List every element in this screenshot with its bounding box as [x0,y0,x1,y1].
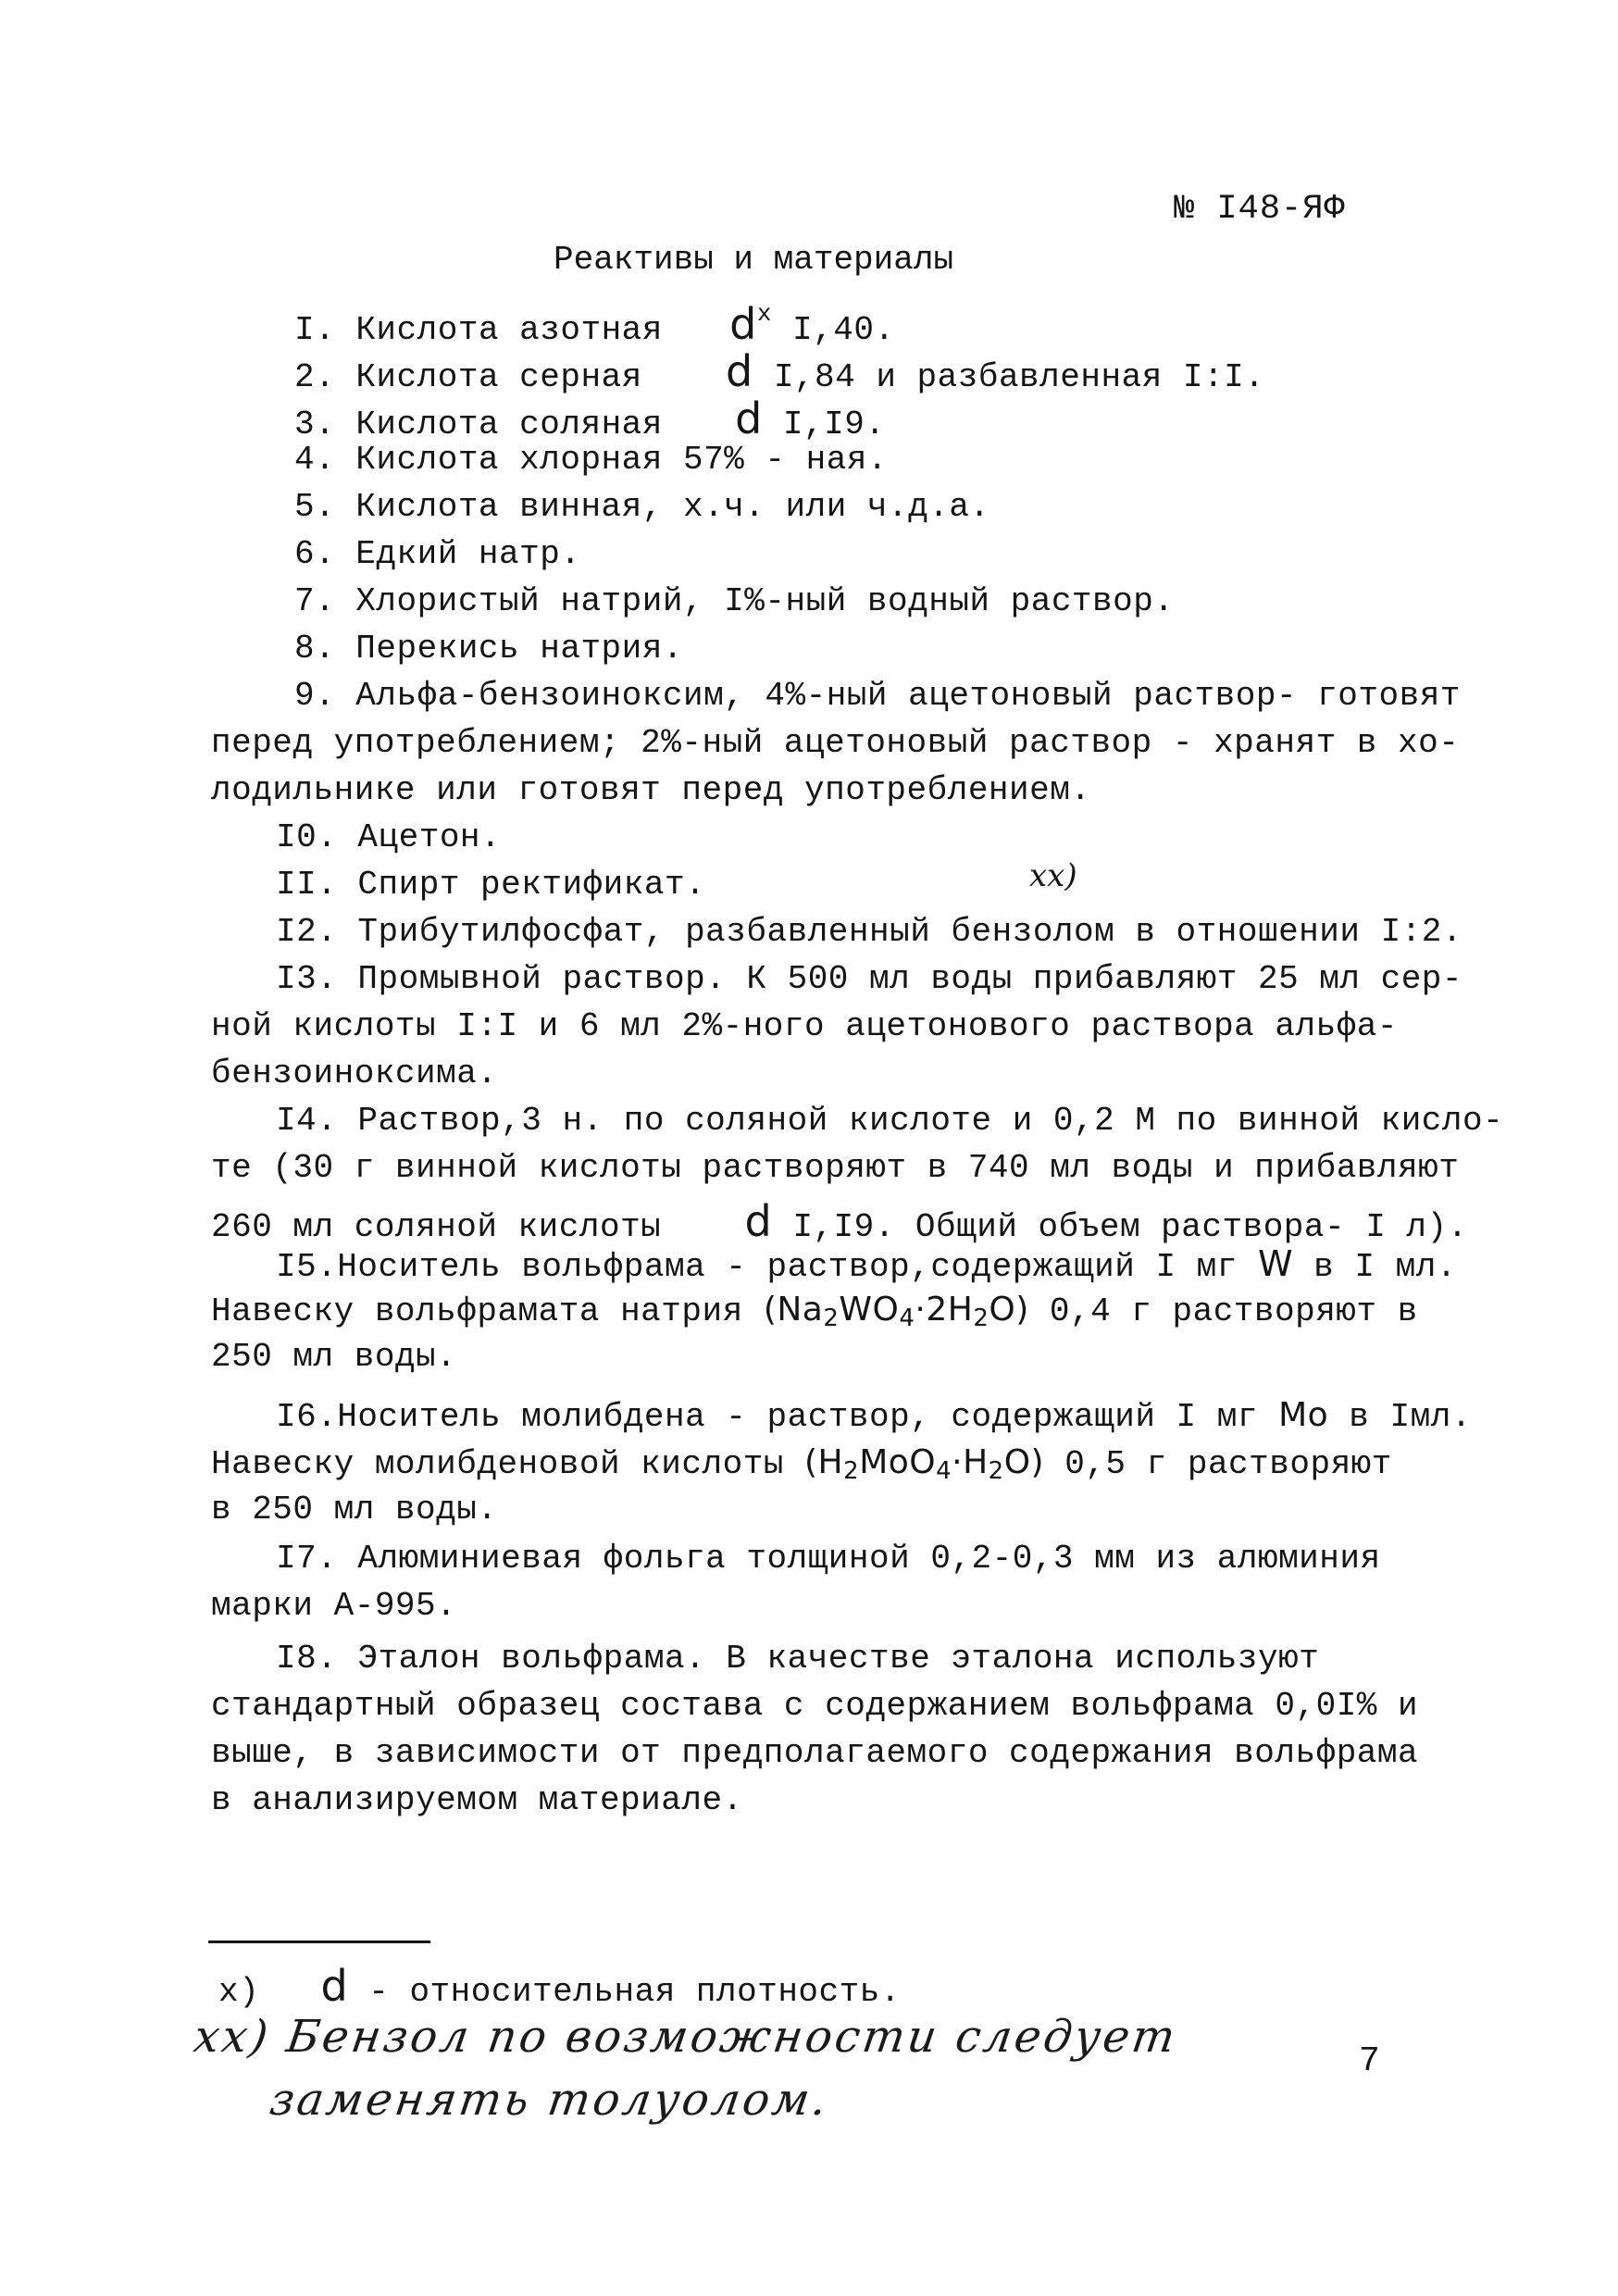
list-item: I0. Ацетон. [276,818,502,856]
list-item: II. Спирт ректификат. [276,866,706,904]
handwritten-footnote: xx) Бензол по возможности следует [191,2011,1181,2063]
list-item-continuation: в анализируемом материале. [211,1781,743,1819]
handwritten-footnote-continuation: заменять толуолом. [267,2074,833,2126]
list-item: I8. Эталон вольфрама. В качестве эталона используют [276,1640,1320,1678]
footnote-divider [208,1940,430,1943]
list-item-continuation: марки А-995. [211,1587,457,1625]
density-symbol: d [726,346,753,396]
list-item-continuation: бензоиноксима. [211,1054,498,1092]
list-item: I4. Раствор,3 н. по соляной кислоте и 0,2 М по винной кисло- [276,1102,1504,1140]
list-item: 7. Хлористый натрий, I%-ный водный раствор. [294,582,1175,620]
list-item-continuation: выше, в зависимости от предполагаемого содержания вольфрама [211,1734,1419,1772]
handwritten-footnote-mark: xx) [1029,857,1077,894]
list-item-continuation: 250 мл воды. [211,1338,457,1376]
list-item: 4. Кислота хлорная 57% - ная. [294,441,889,479]
document-number: № I48-ЯФ [1174,190,1346,229]
chemical-formula: $(H_2MoO_4\cdot H_2O)$ [804,1443,1045,1485]
list-item: I2. Трибутилфосфат, разбавленный бензолом в отношении I:2. [276,913,1463,951]
list-item-continuation: лодильнике или готовят перед употреблением. [211,771,1091,809]
section-title: Реактивы и материалы [554,241,954,279]
list-item-continuation: Навеску вольфрамата натрия $(Na_2WO_4\cdot 2H_2O)$ 0,4 г растворяют в [211,1291,1418,1332]
list-item: 8. Перекись натрия. [294,630,683,668]
density-symbol: d [735,393,763,443]
list-item: 9. Альфа-бензоиноксим, 4%-ный ацетоновый раствор- готовят [294,677,1461,715]
list-item: I3. Промывной раствор. К 500 мл воды прибавляют 25 мл сер- [276,960,1463,998]
list-item: I7. Алюминиевая фольга толщиной 0,2-0,3 мм из алюминия [276,1540,1381,1578]
list-item-continuation: 260 мл соляной кислоты d I,I9. Общий объем раствора- I л). [211,1196,1468,1246]
list-item-continuation: стандартный образец состава с содержанием вольфрама 0,0I% и [211,1687,1419,1725]
list-item: I. Кислота азотная $d^x$ I,40. [294,299,895,349]
list-item-continuation: перед употреблением; 2%-ный ацетоновый раствор - хранят в хо- [211,724,1460,762]
list-item: I6.Носитель молибдена - раствор, содержащий I мг Mo в Iмл. [276,1396,1472,1436]
list-item: 3. Кислота соляная d I,I9. [294,393,886,443]
list-item-continuation: в 250 мл воды. [211,1491,498,1529]
list-item-continuation: Навеску молибденовой кислоты $(H_2MoO_4\cdot H_2O)$ 0,5 г растворяют [211,1443,1392,1485]
list-item-continuation: ной кислоты I:I и 6 мл 2%-ного ацетонового раствора альфа- [211,1007,1399,1045]
density-symbol: d [744,1196,773,1246]
chemical-formula: $(Na_2WO_4\cdot 2H_2O)$ [763,1291,1029,1332]
list-item-continuation: те (30 г винной кислоты растворяют в 740 мл воды и прибавляют [211,1149,1460,1187]
list-item: 5. Кислота винная, х.ч. или ч.д.а. [294,488,990,526]
page-number: 7 [1359,2041,1380,2081]
list-item: 2. Кислота серная d I,84 и разбавленная I:I. [294,346,1265,396]
density-symbol: d [320,1961,349,2011]
footnote: x) d - относительная плотность. [218,1961,901,2011]
list-item: 6. Едкий натр. [294,535,581,573]
list-item: I5.Носитель вольфрама - раствор,содержащий I мг W в I мл. [276,1243,1457,1286]
density-symbol: d [729,299,757,349]
